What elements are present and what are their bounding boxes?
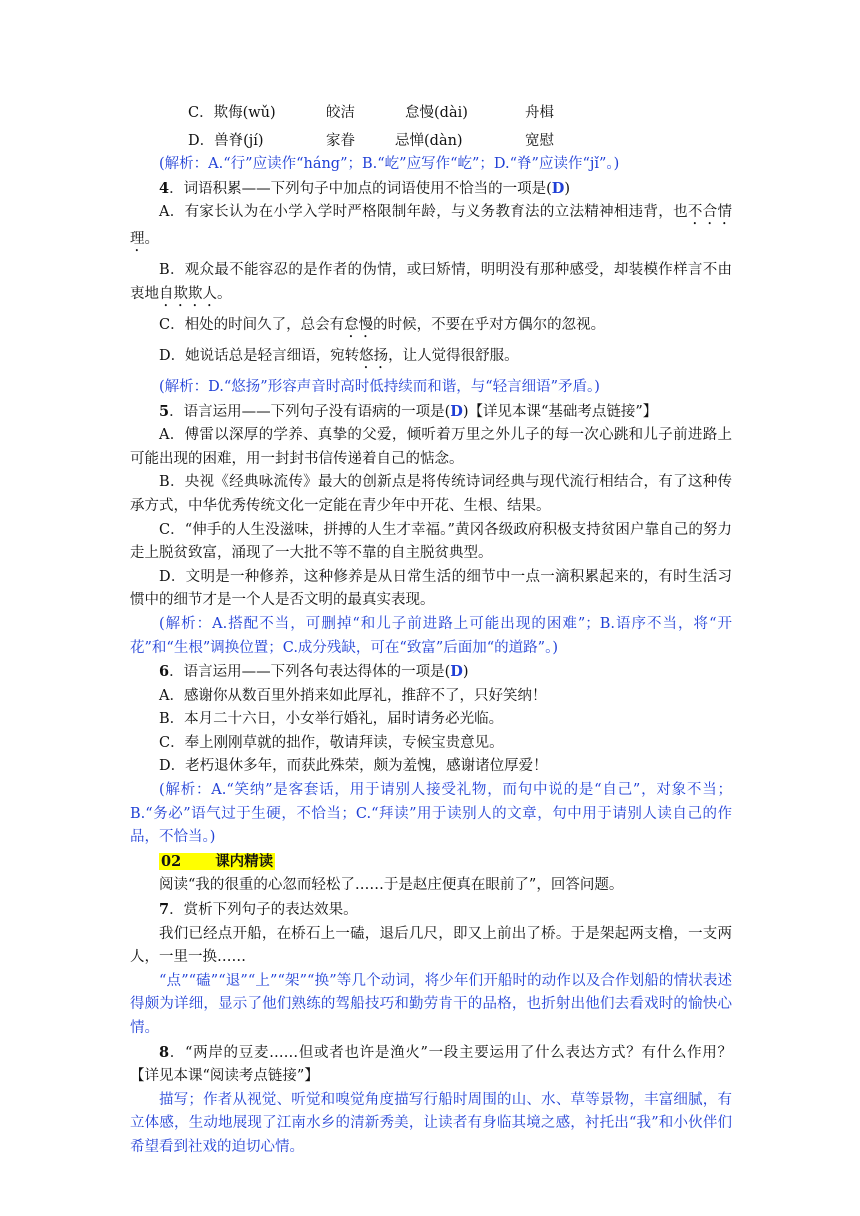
q5-option-b: B．央视《经典咏流传》最大的创新点是将传统诗词经典与现代流行相结合，有了这种传承方式，中华优秀传统文化一定能在青少年中开花、生根、结果。 [130, 474, 732, 514]
q6-option-a: A．感谢你从数百里外捎来如此厚礼，推辞不了，只好笑纳！ [159, 687, 547, 704]
section-number: 02 [161, 852, 182, 870]
q4-option-b [130, 259, 732, 310]
q3-option-d-word3: 忌惮(dàn) [395, 132, 463, 149]
q4-analysis: (解析：D.“悠扬”形容声音时高时低持续而和谐，与“轻言细语”矛盾。) [159, 378, 600, 395]
q8-number: 8 [159, 1043, 170, 1061]
q5-stem-text: ．语言运用——下列句子没有语病的一项是( [169, 403, 451, 420]
q8-answer: 描写；作者从视觉、听觉和嗅觉角度描写行船时周围的山、水、草等景物，丰富细腻，有立体感，生动地展现了江南水乡的清新秀美，让读者有身临其境之感，衬托出“我”和小伙伴们希望看到社戏的迫切心情。 [130, 1091, 732, 1155]
document-content [130, 102, 732, 1160]
q8-stem-text: ．“两岸的豆麦……但或者也许是渔火”一段主要运用了什么表达方式？有什么作用？【详见本课“阅读考点链接”】 [130, 1044, 732, 1085]
q4-answer: D [551, 179, 565, 197]
q3-option-d-word4: 宽慰 [525, 132, 554, 149]
q5-analysis: (解析：A.搭配不当，可删掉“和儿子前进路上可能出现的困难”；B.语序不当，将“开花”和“生根”调换位置；C.成分残缺，可在“致富”后面加“的道路”。) [130, 615, 732, 656]
q5-number: 5 [159, 402, 170, 420]
q3-option-d-word2: 家眷 [326, 132, 355, 149]
q6-stem [130, 660, 732, 685]
q4-option-a-end: 。 [144, 231, 159, 248]
q4-stem-text: ．词语积累——下列句子中加点的词语使用不恰当的一项是( [169, 180, 552, 197]
q7-stem-text: ．赏析下列句子的表达效果。 [169, 902, 358, 919]
section-intro: 阅读“我的很重的心忽而轻松了……于是赵庄便真在眼前了”，回答问题。 [159, 877, 624, 894]
q5-stem-close: )【详见本课“基础考点链接”】 [462, 403, 658, 420]
q3-option-d [130, 130, 732, 154]
q4-number: 4 [159, 179, 170, 197]
q5-stem [130, 400, 732, 425]
q4-option-c-end: 的时候，不要在乎对方偶尔的忽视。 [373, 316, 606, 333]
q4-option-b-text: B．观众最不能容忍的是作者的伪情，或曰矫情，明明没有那种感受，却装模作样言不由衷地 [130, 262, 732, 302]
q5-option-a: A．傅雷以深厚的学养、真挚的父爱，倾听着万里之外儿子的每一次心跳和儿子前进路上可能出现的困难，用一封封书信传递着自己的惦念。 [130, 427, 732, 467]
q6-option-d: D．老朽退休多年，而获此殊荣，颇为羞愧，感谢诸位厚爱！ [159, 758, 548, 775]
q4-option-a [130, 201, 732, 255]
q3-option-c-word2: 皎洁 [326, 105, 355, 121]
q4-option-b-dotted-word: 自欺欺人 [159, 285, 217, 302]
q4-option-d-text: D．她说话总是轻言细语，宛转 [159, 347, 360, 364]
q3-option-c [130, 102, 732, 126]
q6-option-c: C．奉上刚刚草就的拙作，敬请拜读，专候宝贵意见。 [159, 734, 504, 751]
q5-option-c: C．“伸手的人生没滋味，拼搏的人生才幸福。”黄冈各级政府积极支持贫困户靠自己的努力走上脱贫致富，涌现了一大批不等不靠的自主脱贫典型。 [130, 521, 732, 562]
section-heading [130, 850, 732, 875]
q6-answer: D [450, 663, 463, 681]
q4-option-c-text: C．相处的时间久了，总会有 [159, 316, 345, 333]
section-title: 课内精读 [215, 852, 274, 870]
q8-stem [130, 1041, 732, 1089]
q4-stem [130, 177, 732, 202]
q6-number: 6 [159, 663, 170, 681]
q7-answer: “点”“磕”“退”“上”“架”“换”等几个动词，将少年们开船时的动作以及合作划船的情状表述得颇为详细，显示了他们熟练的驾船技巧和勤劳肯干的品格，也折射出他们去看戏时的愉快心情。 [130, 972, 732, 1036]
section-heading-highlight [159, 853, 275, 870]
q5-option-d: D．文明是一种修养，这种修养是从日常生活的细节中一点一滴积累起来的，有时生活习惯中的细节才是一个人是否文明的最真实表现。 [130, 568, 732, 609]
q7-number: 7 [159, 901, 170, 919]
q5-answer: D [450, 402, 463, 420]
q6-stem-close: ) [462, 664, 469, 681]
q7-stem [130, 898, 732, 923]
q4-option-c-dotted-word: 怠慢 [344, 316, 374, 333]
q6-option-b: B．本月二十六日，小女举行婚礼，届时请务必光临。 [159, 711, 504, 728]
q4-option-b-end: 。 [217, 285, 232, 302]
q3-option-c-word3: 怠慢(dài) [405, 105, 468, 121]
q3-analysis: (解析：A.“行”应读作“háng”；B.“屹”应写作“屹”；D.“脊”应读作“jǐ”。) [159, 156, 620, 173]
q4-stem-close: ) [564, 180, 570, 197]
q7-quote: 我们已经点开船，在桥石上一磕，退后几尺，即又上前出了桥。于是架起两支橹，一支两人，一里一换…… [130, 925, 732, 966]
q3-option-c-word4: 舟楫 [525, 105, 554, 121]
q6-analysis: (解析：A.“笑纳”是客套话，用于请别人接受礼物，而句中说的是“自己”，对象不当；B.“务必”语气过于生硬，不恰当；C.“拜读”用于读别人的文章，句中用于请别人读自己的作品，不恰当。) [130, 782, 732, 846]
q3-option-d-word1: D．兽脊(jí) [188, 132, 264, 149]
q3-option-c-word1: C．欺侮(wǔ) [188, 105, 276, 121]
q4-option-c [130, 314, 732, 341]
q4-option-d-end: ，让人觉得很舒服。 [388, 347, 519, 364]
q4-option-d-dotted-word: 悠扬 [359, 347, 389, 364]
q6-stem-text: ．语言运用——下列各句表达得体的一项是( [169, 664, 451, 681]
q4-option-a-text: A．有家长认为在小学入学时严格限制年龄，与义务教育法的立法精神相违背，也 [159, 204, 688, 221]
q4-option-a-dotted-word: 不合情理 [130, 204, 733, 248]
q4-option-d [130, 345, 732, 372]
